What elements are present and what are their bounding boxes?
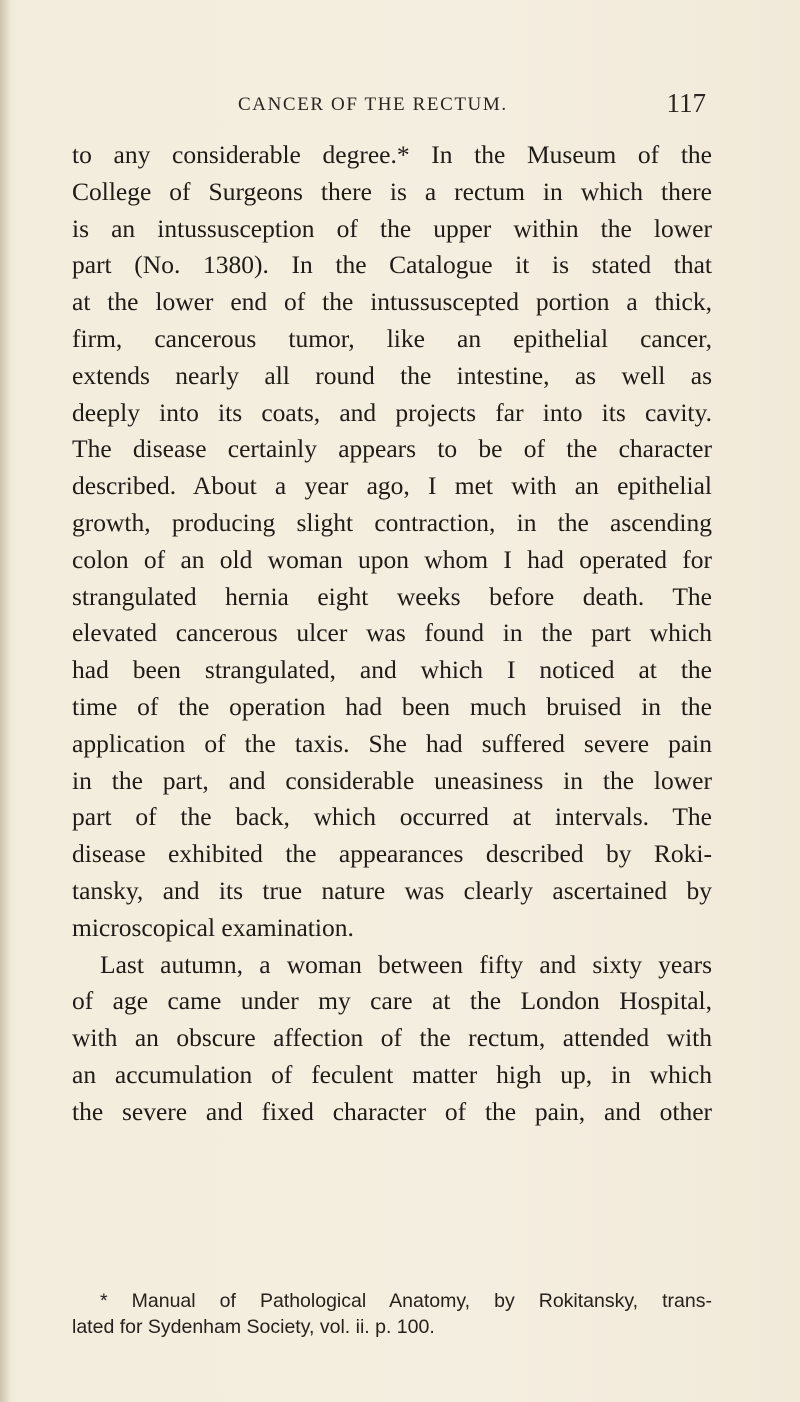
text-line: elevated cancerous ulcer was found in the part which xyxy=(72,618,712,648)
running-head xyxy=(238,88,708,128)
text-line: application of the taxis. She had suffered severe pain xyxy=(72,728,712,758)
text-line: The disease certainly appears to be of the character xyxy=(72,434,712,464)
text-line: is an intussusception of the upper within the lower xyxy=(72,213,712,243)
text-line: extends nearly all round the intestine, as well as xyxy=(72,360,712,390)
binding-shadow xyxy=(0,0,10,1402)
text-line: strangulated hernia eight weeks before death. The xyxy=(72,581,712,611)
text-line: part of the back, which occurred at intervals. The xyxy=(72,802,712,832)
footnote-line: * Manual of Pathological Anatomy, by Rokitansky, trans- xyxy=(100,1290,712,1312)
footnote xyxy=(72,1288,712,1340)
text-line: described. About a year ago, I met with an epithelial xyxy=(72,471,712,501)
text-line: part (No. 1380). In the Catalogue it is stated that xyxy=(72,250,712,280)
text-line: disease exhibited the appearances described by Roki- xyxy=(72,839,712,869)
text-line: the severe and fixed character of the pain, and other xyxy=(72,1096,712,1126)
text-line: had been strangulated, and which I noticed at the xyxy=(72,655,712,685)
text-line: College of Surgeons there is a rectum in which there xyxy=(72,176,712,206)
running-title: CANCER OF THE RECTUM. xyxy=(238,94,508,115)
text-line: of age came under my care at the London Hospital, xyxy=(72,986,712,1016)
text-line: tansky, and its true nature was clearly ascertained by xyxy=(72,875,712,905)
text-line: in the part, and considerable uneasiness in the lower xyxy=(72,765,712,795)
text-line: firm, cancerous tumor, like an epithelial cancer, xyxy=(72,323,712,353)
paragraph-start-line: Last autumn, a woman between fifty and sixty years xyxy=(100,949,712,979)
text-line: growth, producing slight contraction, in the ascending xyxy=(72,507,712,537)
text-line: at the lower end of the intussuscepted portion a thick, xyxy=(72,287,712,317)
text-line: colon of an old woman upon whom I had operated for xyxy=(72,544,712,574)
text-line: time of the operation had been much bruised in the xyxy=(72,691,712,721)
text-line: an accumulation of feculent matter high up, in which xyxy=(72,1059,712,1089)
body-text xyxy=(72,137,712,1131)
text-line: with an obscure affection of the rectum, attended with xyxy=(72,1023,712,1053)
text-line: to any considerable degree.* In the Museum of the xyxy=(72,140,712,169)
footnote-line: lated for Sydenham Society, vol. ii. p. 100. xyxy=(72,1316,435,1338)
text-line: microscopical examination. xyxy=(72,912,354,942)
text-line: deeply into its coats, and projects far into its cavity. xyxy=(72,397,712,427)
page-number: 117 xyxy=(666,88,706,118)
